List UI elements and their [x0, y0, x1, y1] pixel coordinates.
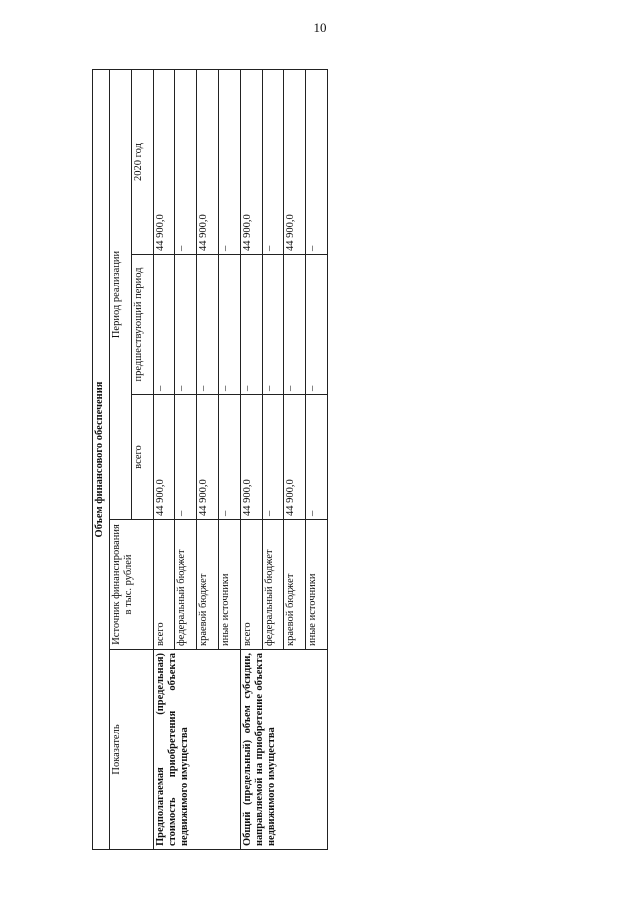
total-cell: 44 900,0	[284, 395, 306, 520]
total-cell: 44 900,0	[197, 395, 219, 520]
previous-cell: –	[197, 255, 219, 395]
header-period-group: Период реализации	[110, 70, 132, 520]
rotated-table-wrapper	[92, 70, 328, 850]
total-cell: –	[218, 395, 240, 520]
previous-cell: –	[153, 255, 175, 395]
year-cell: 44 900,0	[240, 70, 262, 255]
source-cell: всего	[153, 520, 175, 650]
total-cell: –	[262, 395, 284, 520]
source-cell: иные источники	[218, 520, 240, 650]
source-cell: краевой бюджет	[197, 520, 219, 650]
year-cell: –	[218, 70, 240, 255]
total-cell: –	[306, 395, 328, 520]
year-cell: 44 900,0	[284, 70, 306, 255]
header-previous: предшествующий период	[131, 255, 153, 395]
previous-cell: –	[262, 255, 284, 395]
table-row	[240, 70, 262, 850]
source-cell: иные источники	[306, 520, 328, 650]
source-cell: федеральный бюджет	[262, 520, 284, 650]
indicator-cell: Общий (предельный) объем субсидии, направляемой на приобретение объекта недвижимого имущества	[240, 650, 327, 850]
previous-cell: –	[284, 255, 306, 395]
previous-cell: –	[175, 255, 197, 395]
year-cell: 44 900,0	[153, 70, 175, 255]
source-cell: федеральный бюджет	[175, 520, 197, 650]
table-title: Объем финансового обеспечения	[93, 70, 110, 850]
header-indicator: Показатель	[110, 650, 154, 850]
year-cell: –	[175, 70, 197, 255]
page-number: 10	[313, 20, 327, 35]
header-year: 2020 год	[131, 70, 153, 255]
previous-cell: –	[218, 255, 240, 395]
header-total: всего	[131, 395, 153, 520]
header-source: Источник финансирования в тыс. рублей	[110, 520, 154, 650]
table-row	[153, 70, 175, 850]
financing-table	[92, 69, 328, 850]
source-cell: краевой бюджет	[284, 520, 306, 650]
previous-cell: –	[306, 255, 328, 395]
source-cell: всего	[240, 520, 262, 650]
year-cell: 44 900,0	[197, 70, 219, 255]
total-cell: 44 900,0	[153, 395, 175, 520]
previous-cell: –	[240, 255, 262, 395]
total-cell: –	[175, 395, 197, 520]
indicator-cell: Предполагаемая (предельная) стоимость приобретения объекта недвижимого имущества	[153, 650, 240, 850]
total-cell: 44 900,0	[240, 395, 262, 520]
year-cell: –	[306, 70, 328, 255]
year-cell: –	[262, 70, 284, 255]
landscape-page	[92, 70, 328, 850]
